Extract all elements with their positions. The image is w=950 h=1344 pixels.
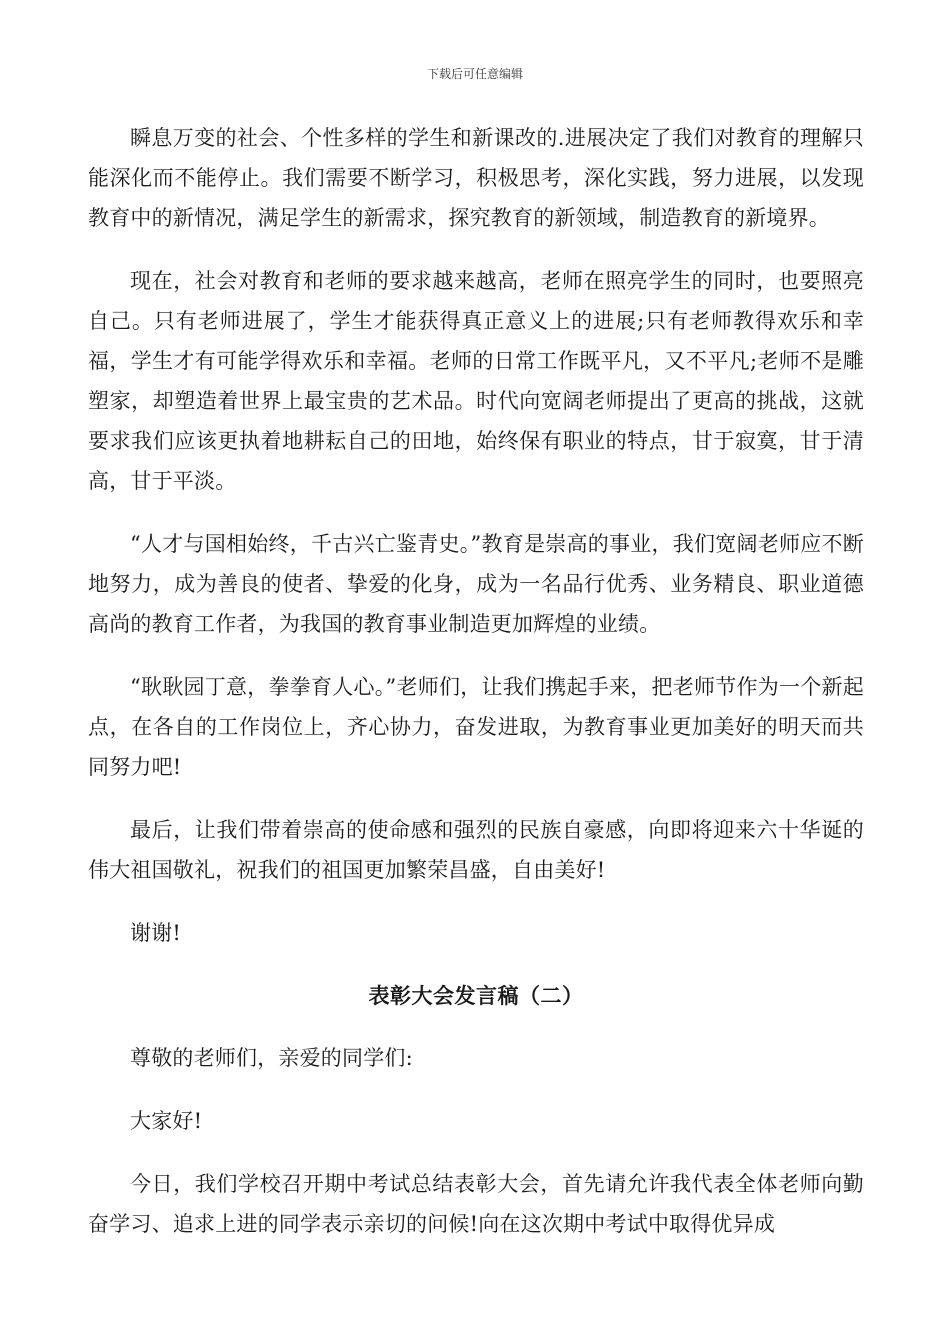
paragraph: 瞬息万变的社会、个性多样的学生和新课改的.进展决定了我们对教育的理解只能深化而不能停止。我们需要不断学习，积极思考，深化实践，努力进展，以发现教育中的新情况，满足学生的新需求，探究教育的新领域，制造教育的新境界。	[88, 126, 864, 230]
paragraph: 现在，社会对教育和老师的要求越来越高，老师在照亮学生的同时，也要照亮自己。只有老师进展了，学生才能获得真正意义上的进展;只有老师教得欢乐和幸福，学生才有可能学得欢乐和幸福。老师的日常工作既平凡，又不平凡;老师不是雕塑家，却塑造着世界上最宝贵的艺术品。时代向宽阔老师提出了更高的挑战，这就要求我们应该更执着地耕耘自己的田地，始终保有职业的特点，甘于寂寞，甘于清高，甘于平淡。	[88, 269, 864, 493]
paragraph: “耿耿园丁意，拳拳育人心。”老师们，让我们携起手来，把老师节作为一个新起点，在各自的工作岗位上，齐心协力，奋发进取，为教育事业更加美好的明天而共同努力吧!	[88, 675, 864, 779]
document-body	[88, 118, 864, 1267]
closing-thanks: 谢谢!	[130, 921, 182, 945]
paragraph: “人才与国相始终，千古兴亡鉴青史。”教育是崇高的事业，我们宽阔老师应不断地努力，成为善良的使者、挚爱的化身，成为一名品行优秀、业务精良、职业道德高尚的教育工作者，为我国的教育事业制造更加辉煌的业绩。	[88, 532, 864, 636]
page-header-note: 下载后可任意编辑	[426, 67, 523, 81]
section-title: 表彰大会发言稿（二）	[368, 983, 584, 1008]
paragraph: 最后，让我们带着崇高的使命感和强烈的民族自豪感，向即将迎来六十华诞的伟大祖国敬礼，祝我们的祖国更加繁荣昌盛，自由美好!	[88, 818, 864, 882]
paragraph: 今日，我们学校召开期中考试总结表彰大会，首先请允许我代表全体老师向勤奋学习、追求上进的同学表示亲切的问候!向在这次期中考试中取得优异成	[88, 1172, 864, 1236]
salutation: 尊敬的老师们，亲爱的同学们:	[130, 1046, 413, 1070]
greeting: 大家好!	[130, 1109, 203, 1133]
